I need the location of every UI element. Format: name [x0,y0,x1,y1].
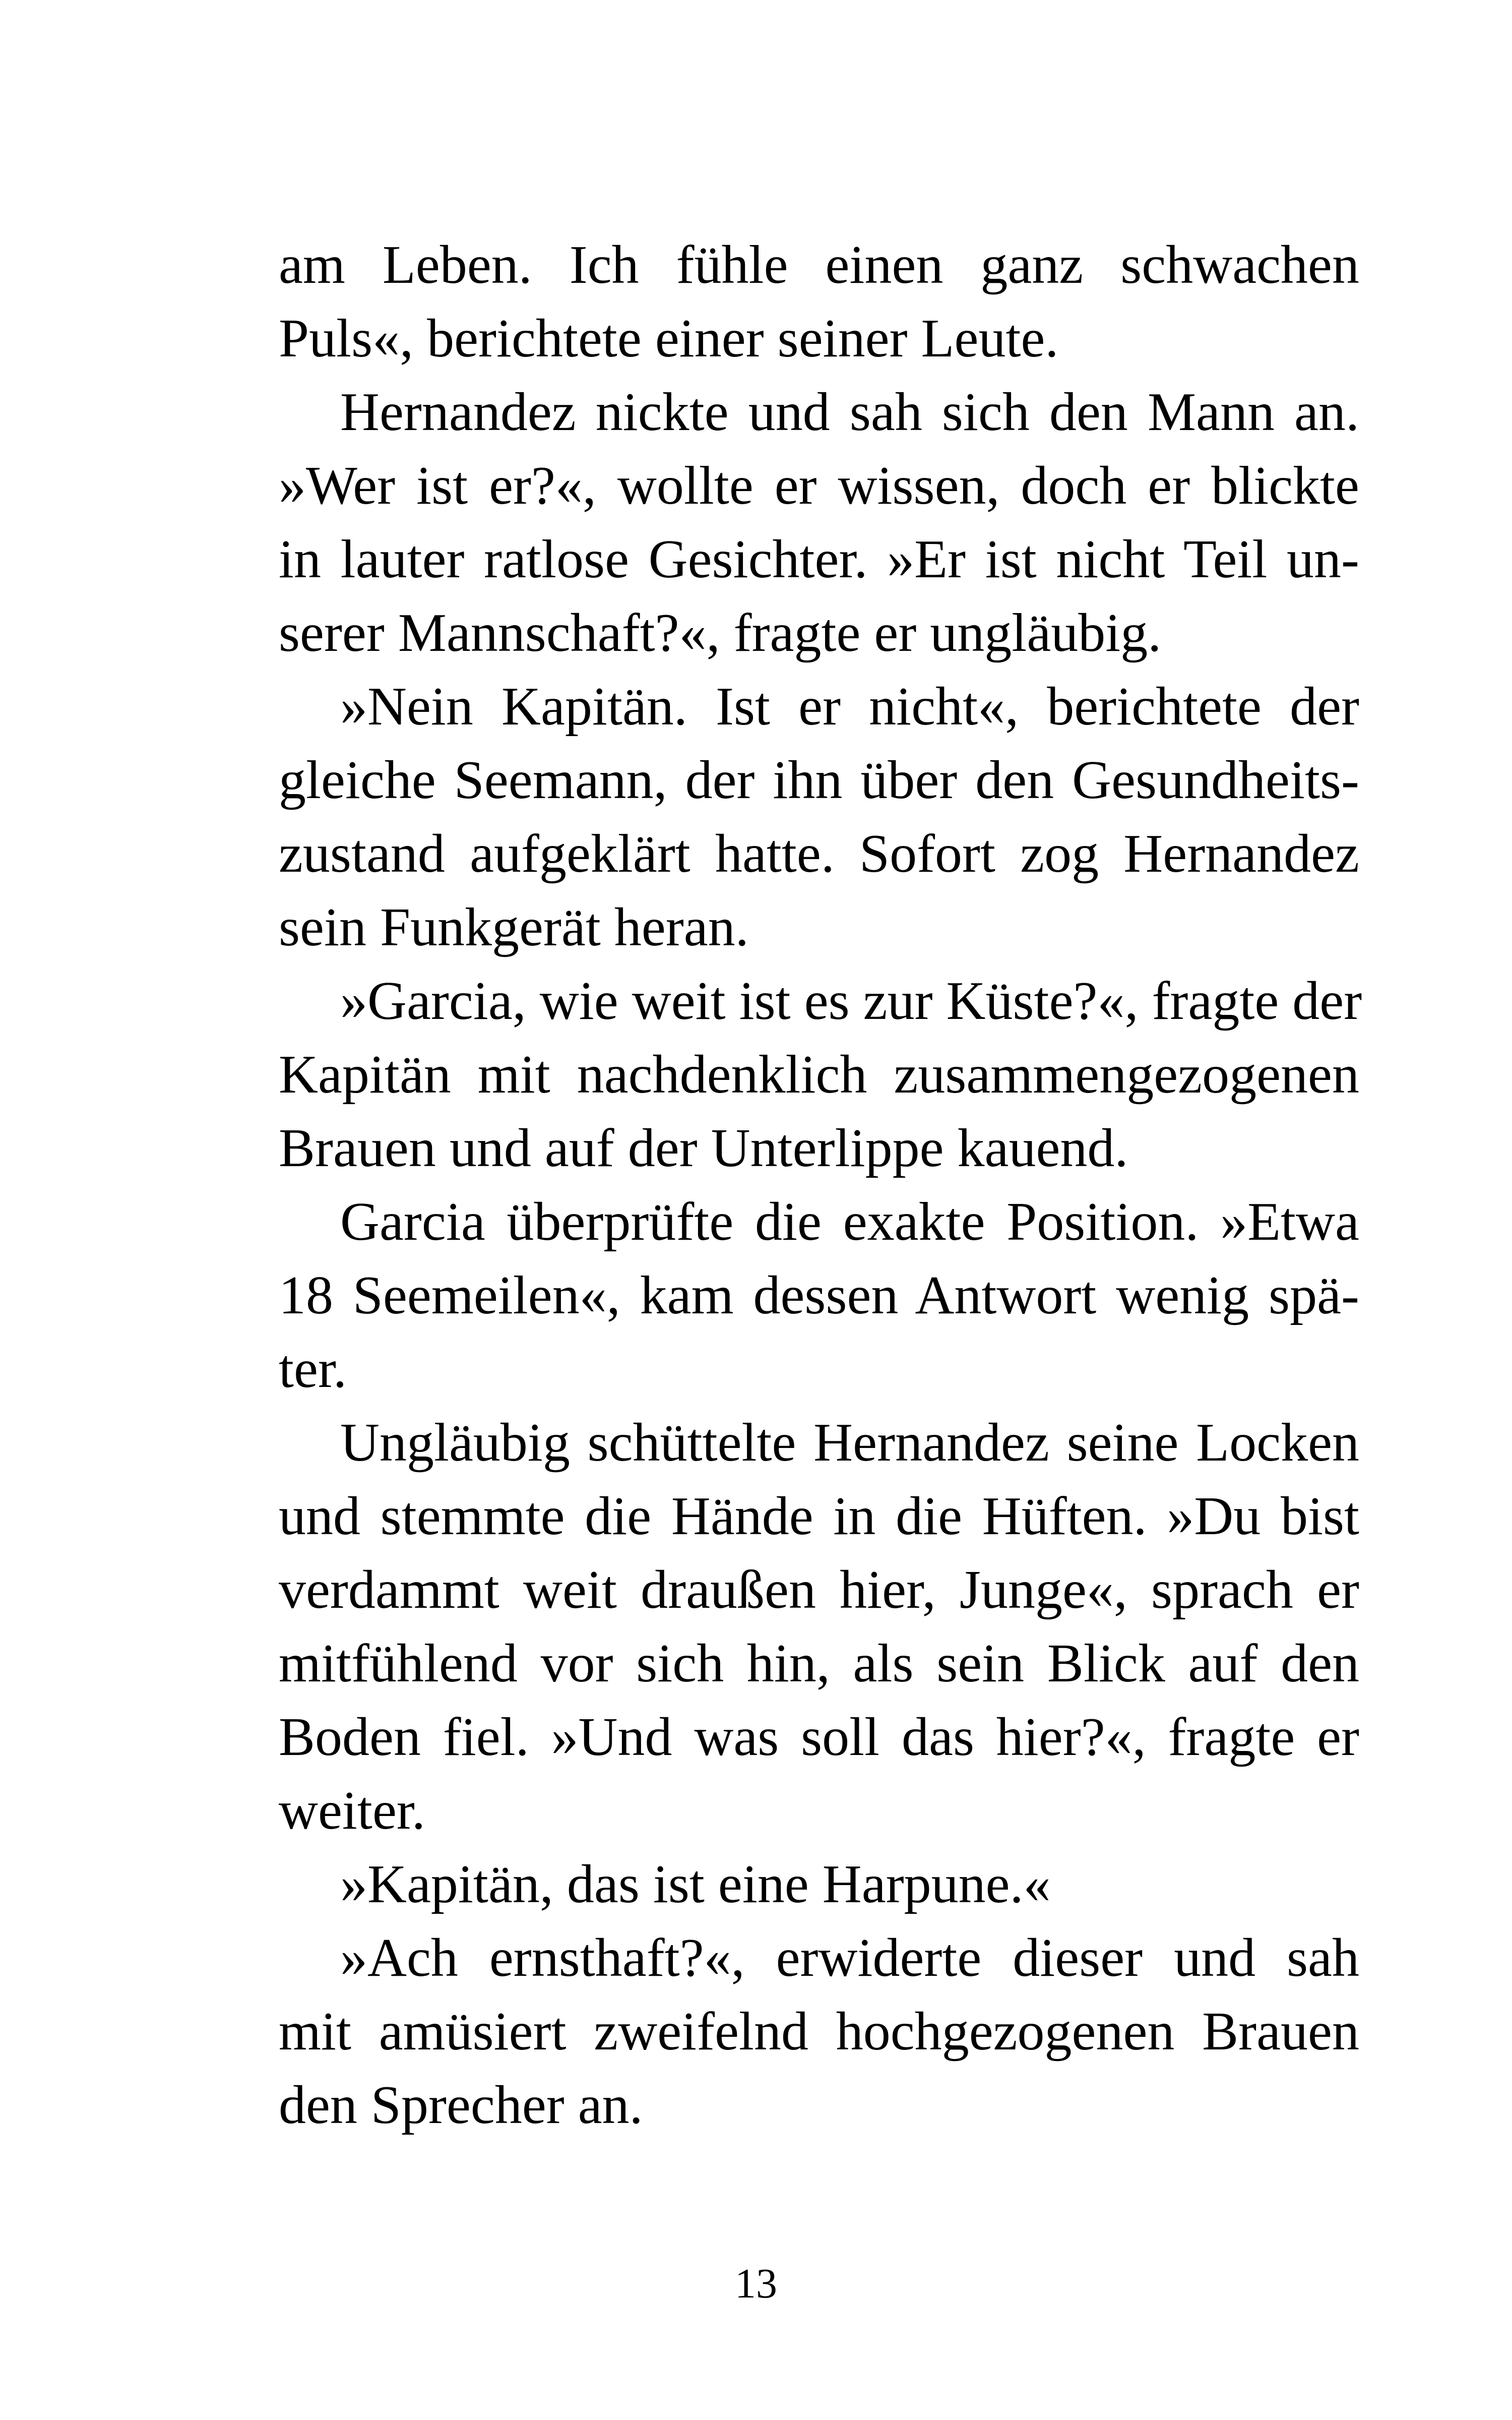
text-line: in lauter ratlose Gesichter. »Er ist nicht Teil un- [279,529,1359,589]
text-line: und stemmte die Hände in die Hüften. »Du bist [279,1486,1359,1546]
text-line: mit amüsiert zweifelnd hochgezogenen Brauen [279,2002,1359,2062]
text-line: weiter. [279,1781,425,1841]
text-line: 18 Seemeilen«, kam dessen Antwort wenig spä- [279,1265,1359,1325]
text-line: mitfühlend vor sich hin, als sein Blick auf den [279,1634,1359,1693]
text-line: »Kapitän, das ist eine Harpune.« [340,1854,1051,1914]
text-line: Garcia überprüfte die exakte Position. »Etwa [340,1192,1359,1252]
page-number: 13 [735,2260,777,2307]
text-line: Hernandez nickte und sah sich den Mann an. [340,382,1359,442]
text-line: gleiche Seemann, der ihn über den Gesundheits- [279,750,1359,810]
text-line: »Garcia, wie weit ist es zur Küste?«, fragte der [340,971,1362,1031]
text-line: verdammt weit draußen hier, Junge«, sprach er [279,1560,1359,1620]
text-line: Puls«, berichtete einer seiner Leute. [279,309,1059,369]
text-line: zustand aufgeklärt hatte. Sofort zog Hernandez [279,824,1359,884]
text-line: den Sprecher an. [279,2075,643,2135]
text-line: Brauen und auf der Unterlippe kauend. [279,1118,1128,1178]
text-line: sein Funkgerät heran. [279,897,749,957]
text-line: Kapitän mit nachdenklich zusammengezogenen [279,1045,1359,1105]
text-line: Boden fiel. »Und was soll das hier?«, fragte er [279,1707,1359,1767]
text-line: »Ach ernsthaft?«, erwiderte dieser und sah [340,1928,1359,1988]
text-line: ter. [279,1339,347,1399]
body-text [279,228,1362,2142]
text-line: serer Mannschaft?«, fragte er ungläubig. [279,603,1162,663]
text-line: »Wer ist er?«, wollte er wissen, doch er blickte [279,456,1359,516]
text-line: am Leben. Ich fühle einen ganz schwachen [279,235,1359,295]
text-line: »Nein Kapitän. Ist er nicht«, berichtete der [340,677,1359,737]
text-line: Ungläubig schüttelte Hernandez seine Locken [340,1413,1359,1473]
